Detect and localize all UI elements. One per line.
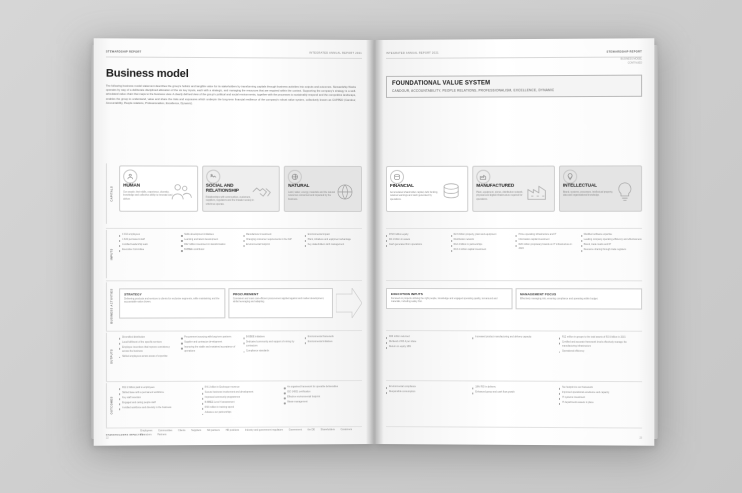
list-item: Executive Committee [119,249,177,253]
outcomes-column [119,387,198,418]
arrow-right-icon [336,288,362,318]
section-tagline [386,57,642,66]
activity-card-management-focus [515,288,642,309]
list-item: Cash generated from operations [386,244,447,248]
list-item: IT departments assets in place [559,402,642,406]
list-item: Environmental footprint [243,244,301,248]
stakeholder-tag: the DE [307,428,315,432]
stakeholder-tag: Financiers [140,433,152,437]
capital-badge-icon [123,169,137,183]
inputs-column [305,234,362,254]
inputs-row-left [119,234,362,254]
list-item: 1 624 permanent staff [119,239,177,243]
list-item: Dividend of R3.4 per share [386,341,468,345]
capital-title: HUMAN [123,182,141,188]
list-item: Secure business involvement and development [202,391,280,395]
outputs-column [472,336,555,355]
page-title: Business model [105,67,189,81]
list-item: Operational efficiency [559,350,642,354]
list-item: R718 million equity [386,234,447,238]
list-item: Environmental impact [305,234,362,238]
list-item: Supplier and contractor development [181,341,239,345]
list-item: R12.4 billion in partnerships [451,244,512,248]
divider-outputs-outcomes-right [386,380,642,382]
list-item: IT systems investment [559,397,642,401]
list-item: Modified software expertise [581,234,642,238]
capital-card-human [119,165,198,211]
capital-card-intellectual [559,165,642,211]
page-number-right: 23 [639,436,643,440]
outputs-column [181,336,239,360]
activity-text: Consistent and most cost-efficient procurement applied against and market development, whilst leveraging and adapting. [232,297,325,304]
divider-inputs-activities [106,280,362,281]
list-item: Certified and accurate framework levels effectively manage the manufacturing infrastructure [559,342,642,349]
outcomes-column [559,387,642,408]
list-item: Diversified distribution [119,337,177,341]
capital-card-natural [284,166,362,212]
outcomes-column [472,386,555,407]
list-item: Improved community programmes [202,397,280,401]
factory-icon [525,179,551,205]
list-item: Increased product manufacturing and delivery capacity [472,336,555,340]
list-item: Environmental compliance [386,386,468,390]
right-footer [386,435,642,440]
capital-desc: Our people, their skills, experience, diversity, knowledge and collective ability to innovate and deliver. [123,191,173,201]
left-footer [106,435,362,440]
list-item: Plant, initiatives and equipment advantage [305,239,362,243]
stakeholder-tag: SD partners [206,428,220,432]
list-item: Key staff retention [119,397,198,401]
outputs-column [305,336,362,360]
outputs-row-right [386,336,642,356]
capitals-row-right [386,165,642,212]
list-item: Key stakeholders with management [305,244,362,248]
list-item: Changing consumer requirements in the IGP [243,239,301,243]
right-page [374,38,654,446]
stakeholder-tag: Customers [340,428,353,432]
list-item: Enhanced group and cash flow growth [472,392,555,396]
stakeholder-tag: Employees [140,429,153,433]
activities-row-left [119,288,362,319]
activity-text: Effectively managing risk, ensuring compliance and operating within budget. [520,297,599,300]
inputs-column [119,234,177,254]
divider-inputs-activities-right [386,280,642,281]
row-label-outcomes: OUTCOMES [106,383,117,427]
runhead-right-left-label: INTEGRATED ANNUAL REPORT 2021 [385,51,439,55]
capital-badge-icon [563,170,577,184]
list-item: Manufacturer investment [243,234,301,238]
activity-text: Focused on projects utilising the right people, knowledge and engaged operating quality, turnaround and materials, including safety first. [391,297,498,304]
activity-heading: MANAGEMENT FOCUS [520,292,557,297]
capital-desc: Accumulated shareholder capital, debt funding, retained earnings and cash generated by operations. [390,191,438,201]
stakeholder-tag: Communities [158,429,173,433]
list-item: An organised framework for operable deliverables [284,386,362,390]
list-item: Prime operating infrastructure and IT [516,234,577,238]
divider-capitals-inputs-right [386,228,642,229]
list-item: R4.1 billion in assets [386,239,447,243]
list-item: Employee incentives that improve consistency across the business [119,347,177,354]
list-item: R13.4 million capital investment [451,249,512,253]
list-item: Environmental framework [305,336,362,340]
stakeholder-tag: Partners [157,433,167,437]
list-item: Effective environmental footprint [284,396,362,400]
stakeholder-tag: Government [288,428,302,432]
capital-desc: Land, water, energy, materials and the natural resources consumed and impacted by the business. [288,191,335,201]
divider-activities-outputs [106,330,362,332]
list-item: R12.2 billion paid to employees [119,387,198,391]
runhead-right-label: STEWARDSHIP REPORT [606,50,643,54]
outcomes-column [284,386,362,417]
capital-title: MANUFACTURED [476,182,515,188]
capital-title: NATURAL [288,182,310,188]
left-page [94,38,374,446]
list-item: Skilled employees across areas of expertise [119,355,177,359]
intro-paragraph: The following business model statement describes the group's holistic and tangible value for its stakeholders by transforming capitals through business activities into outputs and outcomes. Stewardship Works operates by way of a deliberate disciplined allocation of the six key inputs, each with a strategic, and managing the resources that are required within the context. Supporting the company's strategy is a well-articulated value chain that maps to the business view. A clearly defined view of the group's political and social environments, together with the processes to sustainably respond and the competitive landscape, enables the group to understand, value and share the risks and exposures which underpin the long-term financial resilience of the company's robust value system, collectively known as CAPPED (Candour, Accountability, People relations, Professionalism, Excellence, Dynamic). [105,84,356,105]
stakeholder-tag: Clients [178,429,186,433]
list-item: R20 million returned [386,336,468,340]
list-item: Leading company operating efficiency and effectiveness [581,239,642,243]
list-item: Compliance standards [243,350,301,354]
list-item: Procurement sourcing with long-term partners [181,336,239,340]
row-label-outputs: OUTPUTS [106,333,117,381]
stakeholder-tag: Industry and government regulators [244,428,283,432]
outputs-column [119,337,177,361]
divider-outcomes-stakeholders-right [386,426,642,428]
list-item: Return on equity 18% [386,346,468,350]
capital-badge-icon [288,170,302,184]
activities-row-right [386,288,642,309]
capitals-row-left [119,165,362,212]
list-item: Tax footprint to our framework [559,387,642,391]
list-item: Improved operational excellence and capacity [559,392,642,396]
row-label-stakeholders: STAKEHOLDERS IMPACTED [105,434,144,437]
list-item: Resource sharing through trade registers [581,249,642,253]
list-item: Skills development initiatives [181,234,239,238]
outcomes-row-right [386,386,642,408]
list-item: B-BBEE initiatives [243,336,301,340]
list-item: A skilled leadership team [119,244,177,248]
runhead-left-label: STEWARDSHIP REPORT [105,50,142,54]
list-item: Dedicated community and support of mining by contractors [243,341,301,348]
capital-card-social-relationship [202,166,280,212]
inputs-column [386,234,447,254]
capital-card-manufactured [472,166,555,212]
divider-activities-outputs-right [386,330,642,332]
magazine-spread [96,40,652,444]
tagline-line-1: BUSINESS MODEL [620,57,643,61]
list-item: A skilled workforce and diversity in the business [119,407,198,411]
outputs-column [386,336,468,355]
runhead-left-right-label: INTEGRATED ANNUAL REPORT 2021 [309,51,363,55]
outputs-column [559,337,642,356]
tagline-line-2: CONTINUED [627,61,643,65]
capital-desc: Plant, equipment, stores, distribution network, physical and digital infrastructure required for operations. [476,191,524,201]
capital-card-financial [386,166,468,212]
activity-card-execution-inputs [386,288,512,309]
list-item: 18% ROI in delivery [472,386,555,390]
stakeholder-tag: Shareholders [320,428,335,432]
activity-card-strategy [119,288,225,318]
inputs-column [581,234,642,254]
stakeholder-tag: Suppliers [191,428,202,433]
list-item: Responsible consumption [386,391,468,395]
activity-heading: EXECUTION INPUTS [391,292,423,297]
list-item: R2.6 billion property, plant and equipment [451,234,512,238]
list-item: Waste management [284,401,362,405]
activity-card-procurement [228,288,333,318]
list-item: Local fulfilment of the specific services [119,342,177,346]
left-runhead [106,50,362,59]
list-item: Learning and talent development [181,239,239,243]
capital-badge-icon [206,170,220,184]
foundational-value-system-banner [386,75,642,98]
list-item: Improving the stable and sustained acceptance of operations [181,347,239,354]
capital-desc: Brand, systems, processes, intellectual property, data and organisational knowledge. [563,191,613,197]
fvs-subheading: CANDOUR, ACCOUNTABILITY, PEOPLE RELATIONS, PROFESSIONALISM, EXCELLENCE, DYNAMIC [392,88,555,94]
list-item: 4 310 employees [119,234,177,238]
activity-heading: STRATEGY [124,292,142,297]
list-item: B-BBEE Level 4 assessment [202,402,280,406]
globe-leaf-icon [332,179,358,205]
list-item: Engaged and caring people staff [119,402,198,406]
inputs-column [451,234,512,254]
inputs-column [516,234,577,254]
divider-capitals-inputs [106,228,362,229]
list-item: R20 million proprietary brands on IT infrastructure in 2020 [516,244,577,251]
outcomes-row-left [119,386,362,418]
activity-text: Delivering products and services to clients for exclusive segments, while maintaining and the accountable value drivers. [124,297,220,304]
inputs-row-right [386,234,642,254]
outcomes-column [202,386,280,417]
list-item: R53 million in training spend [202,407,280,411]
page-number-left: 22 [105,436,109,440]
inputs-column [181,234,239,254]
capital-badge-icon [476,170,490,184]
capital-title: FINANCIAL [390,182,414,188]
list-item: Brand, trade marks and IP [581,244,642,248]
list-item: B-BBEE contributor [181,249,239,253]
outputs-column [243,336,301,360]
capital-desc: Relationships with communities, customers, suppliers, regulators and the broader society in which we operate. [205,196,255,206]
people-icon [167,179,193,205]
list-item: R12 million in groups to the total assets of R2.6 billion in 2021 [559,337,642,341]
lightbulb-gear-icon [612,178,638,204]
outputs-row-left [119,336,362,361]
list-item: R4.1 billion in Exchequer revenue [202,386,280,390]
activity-heading: PROCUREMENT [232,292,259,297]
capital-badge-icon [390,170,404,184]
list-item: Distribution network [451,239,512,243]
fvs-heading: FOUNDATIONAL VALUE SYSTEM [392,80,491,88]
row-label-activities: BUSINESS ACTIVITIES [106,282,117,330]
coins-icon [438,179,464,205]
list-item: Skilled base with a permanent workforce [119,392,198,396]
list-item: ISO 14001 certification [284,391,362,395]
list-item: Advance our partnerships [202,412,280,416]
handshake-icon [250,179,276,205]
outcomes-column [386,386,468,407]
list-item: Information capital investment [516,239,577,243]
list-item: Environmental initiatives [305,341,362,345]
stakeholder-tag: HR positions [225,428,240,432]
row-label-capitals: CAPITALS [106,163,117,224]
capital-title: SOCIAL AND RELATIONSHIP [205,182,239,193]
list-item: R42 million investment in transformation [181,244,239,248]
capital-title: INTELLECTUAL [563,182,597,188]
divider-outputs-outcomes [106,380,362,382]
inputs-column [243,234,301,254]
row-label-inputs: INPUTS [106,230,117,278]
